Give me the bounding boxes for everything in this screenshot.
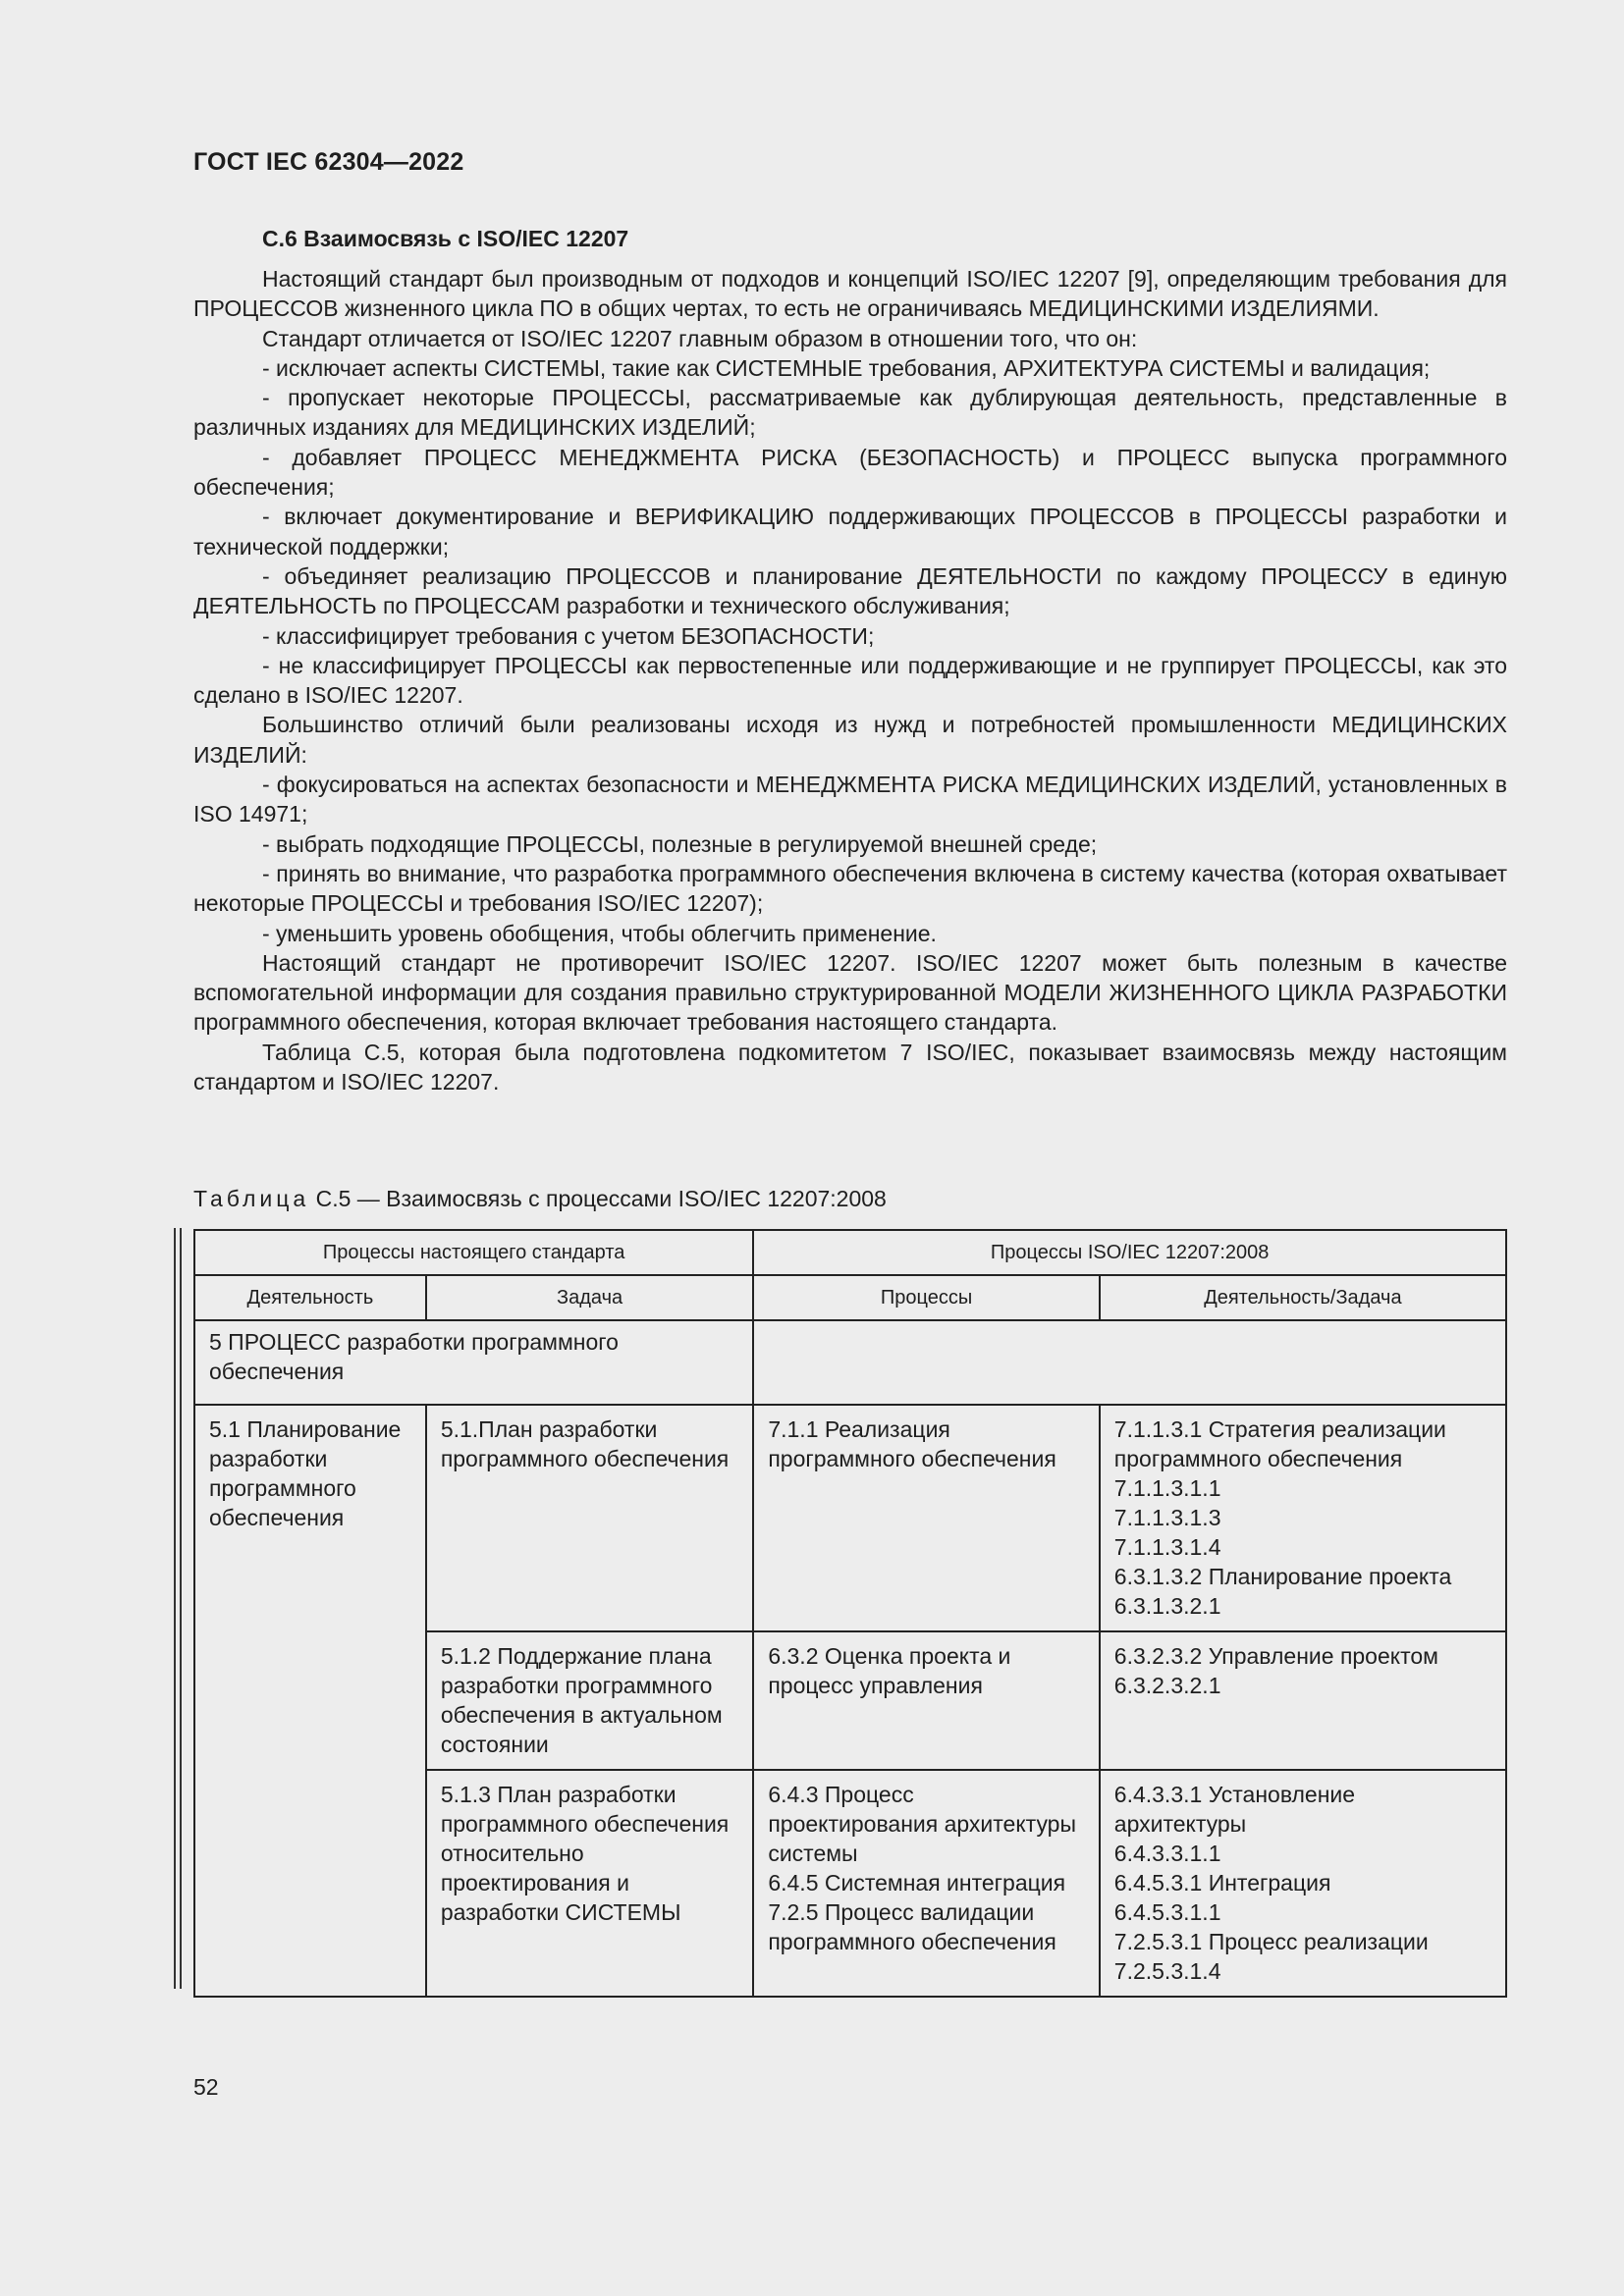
paragraph: Большинство отличий были реализованы исходя из нужд и потребностей промышленности МЕДИЦИНСКИХ ИЗДЕЛИЙ:: [193, 712, 1507, 768]
list-item: - фокусироваться на аспектах безопасности и МЕНЕДЖМЕНТА РИСКА МЕДИЦИНСКИХ ИЗДЕЛИЙ, установленных в ISO 14971;: [193, 772, 1507, 828]
table-column-header-row: [194, 1275, 1506, 1320]
activities-cell: [1100, 1405, 1506, 1631]
list-item: - пропускает некоторые ПРОЦЕССЫ, рассматриваемые как дублирующая деятельность, представленные в различных изданиях для МЕДИЦИНСКИХ ИЗДЕЛИЙ;: [193, 385, 1507, 441]
group-header-standard: Процессы настоящего стандарта: [194, 1230, 753, 1275]
process-entry: 6.4.3 Процесс проектирования архитектуры системы: [768, 1782, 1077, 1866]
process-entry: 7.2.5 Процесс валидации программного обеспечения: [768, 1899, 1056, 1954]
activity-entry: 6.3.1.3.2 Планирование проекта: [1113, 1564, 1452, 1589]
paragraph: Стандарт отличается от ISO/IEC 12207 главным образом в отношении того, что он:: [262, 325, 1138, 351]
section-title: С.6 Взаимосвязь с ISO/IEC 12207: [262, 226, 629, 251]
list-item: - классифицирует требования с учетом БЕЗОПАСНОСТИ;: [262, 622, 875, 649]
col-header-processes: Процессы: [753, 1275, 1099, 1320]
activities-cell: [1100, 1631, 1506, 1770]
task-cell: 5.1.План разработки программного обеспечения: [426, 1405, 754, 1631]
col-header-activity: Деятельность: [194, 1275, 426, 1320]
table-row: [194, 1405, 1506, 1631]
processes-cell: [753, 1770, 1099, 1997]
list-item: - уменьшить уровень обобщения, чтобы облегчить применение.: [262, 920, 937, 946]
document-code: ГОСТ IEC 62304—2022: [193, 148, 464, 176]
page-number: 52: [193, 2074, 219, 2100]
processes-cell: [753, 1405, 1099, 1631]
list-item: - принять во внимание, что разработка программного обеспечения включена в систему качества (которая охватывает некоторые ПРОЦЕССЫ и требования ISO/IEC 12207);: [193, 860, 1507, 917]
activity-entry: 7.1.1.3.1.4: [1113, 1534, 1221, 1560]
table-caption-text: С.5 — Взаимосвязь с процессами ISO/IEC 12207:2008: [315, 1186, 887, 1211]
revision-bar: [174, 1228, 182, 1989]
activity-entry: 6.3.2.3.2 Управление проектом: [1113, 1643, 1438, 1669]
paragraph: Таблица С.5, которая была подготовлена подкомитетом 7 ISO/IEC, показывает взаимосвязь между настоящим стандартом и ISO/IEC 12207.: [193, 1039, 1507, 1095]
activities-cell: [1100, 1770, 1506, 1997]
process-entry: 6.3.2 Оценка проекта и процесс управления: [768, 1643, 1011, 1698]
table-group-header-row: [194, 1230, 1506, 1275]
section-row-empty-cell: [753, 1320, 1506, 1405]
activity-entry: 6.4.5.3.1.1: [1113, 1899, 1221, 1925]
paragraph: Настоящий стандарт не противоречит ISO/IEC 12207. ISO/IEC 12207 может быть полезным в качестве вспомогательной информации для создания правильно структурированной МОДЕЛИ ЖИЗНЕННОГО ЦИКЛА РАЗРАБОТКИ программного обеспечения, которая включает требования настоящего стандарта.: [193, 949, 1507, 1036]
activity-entry: 7.1.1.3.1.3: [1113, 1505, 1221, 1530]
activity-entry: 6.4.3.3.1 Установление архитектуры: [1113, 1782, 1356, 1837]
activity-entry: 7.2.5.3.1.4: [1113, 1958, 1221, 1984]
section-row-cell: 5 ПРОЦЕСС разработки программного обеспечения: [194, 1320, 753, 1405]
activity-entry: 7.1.1.3.1 Стратегия реализации программного обеспечения: [1113, 1416, 1446, 1471]
process-entry: 7.1.1 Реализация программного обеспечения: [768, 1416, 1056, 1471]
list-item: - добавляет ПРОЦЕСС МЕНЕДЖМЕНТА РИСКА (БЕЗОПАСНОСТЬ) и ПРОЦЕСС выпуска программного обеспечения;: [193, 444, 1507, 501]
group-header-iso: Процессы ISO/IEC 12207:2008: [753, 1230, 1506, 1275]
activity-entry: 6.4.5.3.1 Интеграция: [1113, 1870, 1331, 1896]
table-caption: [193, 1186, 887, 1212]
paragraph: Настоящий стандарт был производным от подходов и концепций ISO/IEC 12207 [9], определяющим требования для ПРОЦЕССОВ жизненного цикла ПО в общих чертах, то есть не ограничиваясь МЕДИЦИНСКИМИ ИЗДЕЛИЯМИ.: [193, 266, 1507, 322]
processes-cell: [753, 1631, 1099, 1770]
list-item: - исключает аспекты СИСТЕМЫ, такие как СИСТЕМНЫЕ требования, АРХИТЕКТУРА СИСТЕМЫ и валидация;: [262, 354, 1431, 381]
col-header-activity-task: Деятельность/Задача: [1100, 1275, 1506, 1320]
list-item: - не классифицирует ПРОЦЕССЫ как первостепенные или поддерживающие и не группирует ПРОЦЕССЫ, как это сделано в ISO/IEC 12207.: [193, 652, 1507, 709]
activity-entry: 6.3.2.3.2.1: [1113, 1673, 1221, 1698]
activity-entry: 6.3.1.3.2.1: [1113, 1593, 1221, 1619]
list-item: - объединяет реализацию ПРОЦЕССОВ и планирование ДЕЯТЕЛЬНОСТИ по каждому ПРОЦЕССУ в единую ДЕЯТЕЛЬНОСТЬ по ПРОЦЕССАМ разработки и технического обслуживания;: [193, 562, 1507, 619]
table-section-row: [194, 1320, 1506, 1405]
task-cell: 5.1.3 План разработки программного обеспечения относительно проектирования и разработки СИСТЕМЫ: [426, 1770, 754, 1997]
list-item: - включает документирование и ВЕРИФИКАЦИЮ поддерживающих ПРОЦЕССОВ в ПРОЦЕССЫ разработки и технической поддержки;: [193, 504, 1507, 560]
table-caption-label: Таблица: [193, 1186, 310, 1211]
list-item: - выбрать подходящие ПРОЦЕССЫ, полезные в регулируемой внешней среде;: [262, 830, 1098, 857]
process-table: [193, 1229, 1507, 1998]
activity-entry: 6.4.3.3.1.1: [1113, 1841, 1221, 1866]
activity-cell: 5.1 Планирование разработки программного обеспечения: [194, 1405, 426, 1997]
activity-entry: 7.1.1.3.1.1: [1113, 1475, 1221, 1501]
activity-entry: 7.2.5.3.1 Процесс реализации: [1113, 1929, 1429, 1954]
task-cell: 5.1.2 Поддержание плана разработки программного обеспечения в актуальном состоянии: [426, 1631, 754, 1770]
col-header-task: Задача: [426, 1275, 754, 1320]
body-text: [193, 264, 1507, 1096]
process-entry: 6.4.5 Системная интеграция: [768, 1870, 1066, 1896]
